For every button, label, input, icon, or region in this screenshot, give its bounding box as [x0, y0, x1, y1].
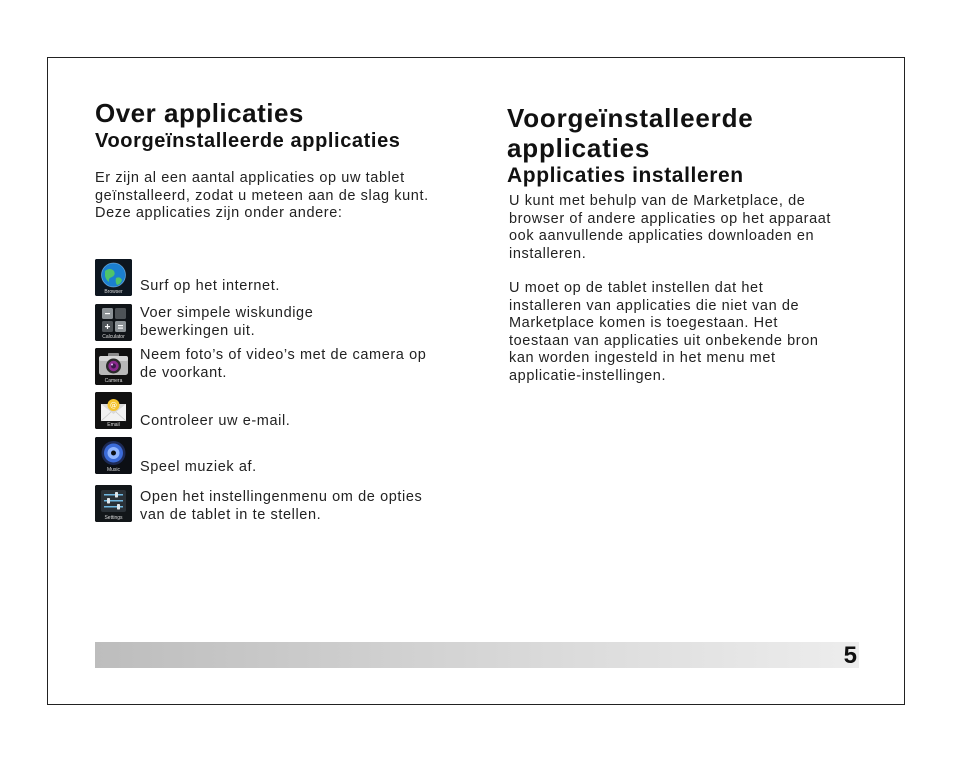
app-icon-caption: Email [107, 422, 120, 428]
app-description-line: Open het instellingenmenu om de opties [140, 489, 423, 505]
app-description-line: Surf op het internet. [140, 278, 280, 294]
app-description [140, 347, 470, 382]
app-icon-caption: Music [106, 467, 121, 473]
paragraph-marketplace [507, 193, 867, 263]
settings-icon [95, 485, 132, 522]
right-column [507, 103, 867, 385]
footer-bar [95, 642, 859, 668]
svg-text:@: @ [110, 401, 117, 410]
paragraph-line: browser of andere applicaties op het apparaat [509, 210, 832, 227]
paragraph-line: Marketplace komen is toegestaan. Het [509, 315, 779, 331]
paragraph-line: kan worden ingesteld in het menu met [509, 350, 776, 366]
app-description [140, 278, 470, 296]
paragraph-line: installeren. [509, 245, 587, 262]
app-description [140, 459, 470, 477]
section-subtitle: Applicaties installeren [507, 164, 744, 187]
intro-line: Er zijn al een aantal applicaties op uw tablet [95, 170, 405, 186]
app-description [140, 413, 470, 431]
browser-icon [95, 259, 132, 296]
calculator-icon [95, 304, 132, 341]
paragraph-line: U moet op de tablet instellen dat het [509, 280, 764, 296]
app-description-line: de voorkant. [140, 364, 227, 381]
app-description [140, 489, 470, 524]
section-title: Over applicaties [95, 98, 304, 128]
paragraph-line: ook aanvullende applicaties downloaden en [509, 228, 815, 244]
app-description-line: bewerkingen uit. [140, 322, 256, 339]
section-subtitle: Voorgeïnstalleerde applicaties [95, 130, 401, 152]
paragraph-line: U kunt met behulp van de Marketplace, de [509, 193, 806, 209]
app-icon-caption: Calculator [102, 334, 125, 340]
app-icon-caption: Browser [104, 289, 123, 295]
intro-paragraph [95, 170, 465, 223]
title-line: applicaties [507, 133, 651, 163]
app-icon-caption: Settings [104, 515, 123, 521]
paragraph-line: applicatie-instellingen. [509, 367, 667, 384]
section-title [507, 103, 867, 163]
paragraph-unknown-sources [507, 280, 867, 385]
app-description-line: Controleer uw e-mail. [140, 413, 291, 429]
app-description-line: Speel muziek af. [140, 459, 257, 475]
page-number: 5 [843, 642, 857, 669]
app-description-line: Neem foto’s of video’s met de camera op [140, 347, 427, 363]
title-line: Voorgeïnstalleerde [507, 103, 754, 133]
left-column [95, 98, 465, 223]
app-description [140, 305, 470, 340]
app-description-line: van de tablet in te stellen. [140, 506, 322, 523]
app-icon-caption: Camera [104, 378, 123, 384]
music-icon [95, 437, 132, 474]
paragraph-line: toestaan van applicaties uit onbekende bron [509, 332, 819, 349]
camera-icon [95, 348, 132, 385]
app-description-line: Voer simpele wiskundige [140, 305, 314, 321]
paragraph-line: installeren van applicaties die niet van de [509, 297, 800, 314]
intro-line: geïnstalleerd, zodat u meteen aan de slag kunt. [95, 187, 429, 204]
intro-line: Deze applicaties zijn onder andere: [95, 205, 343, 221]
email-icon [95, 392, 132, 429]
